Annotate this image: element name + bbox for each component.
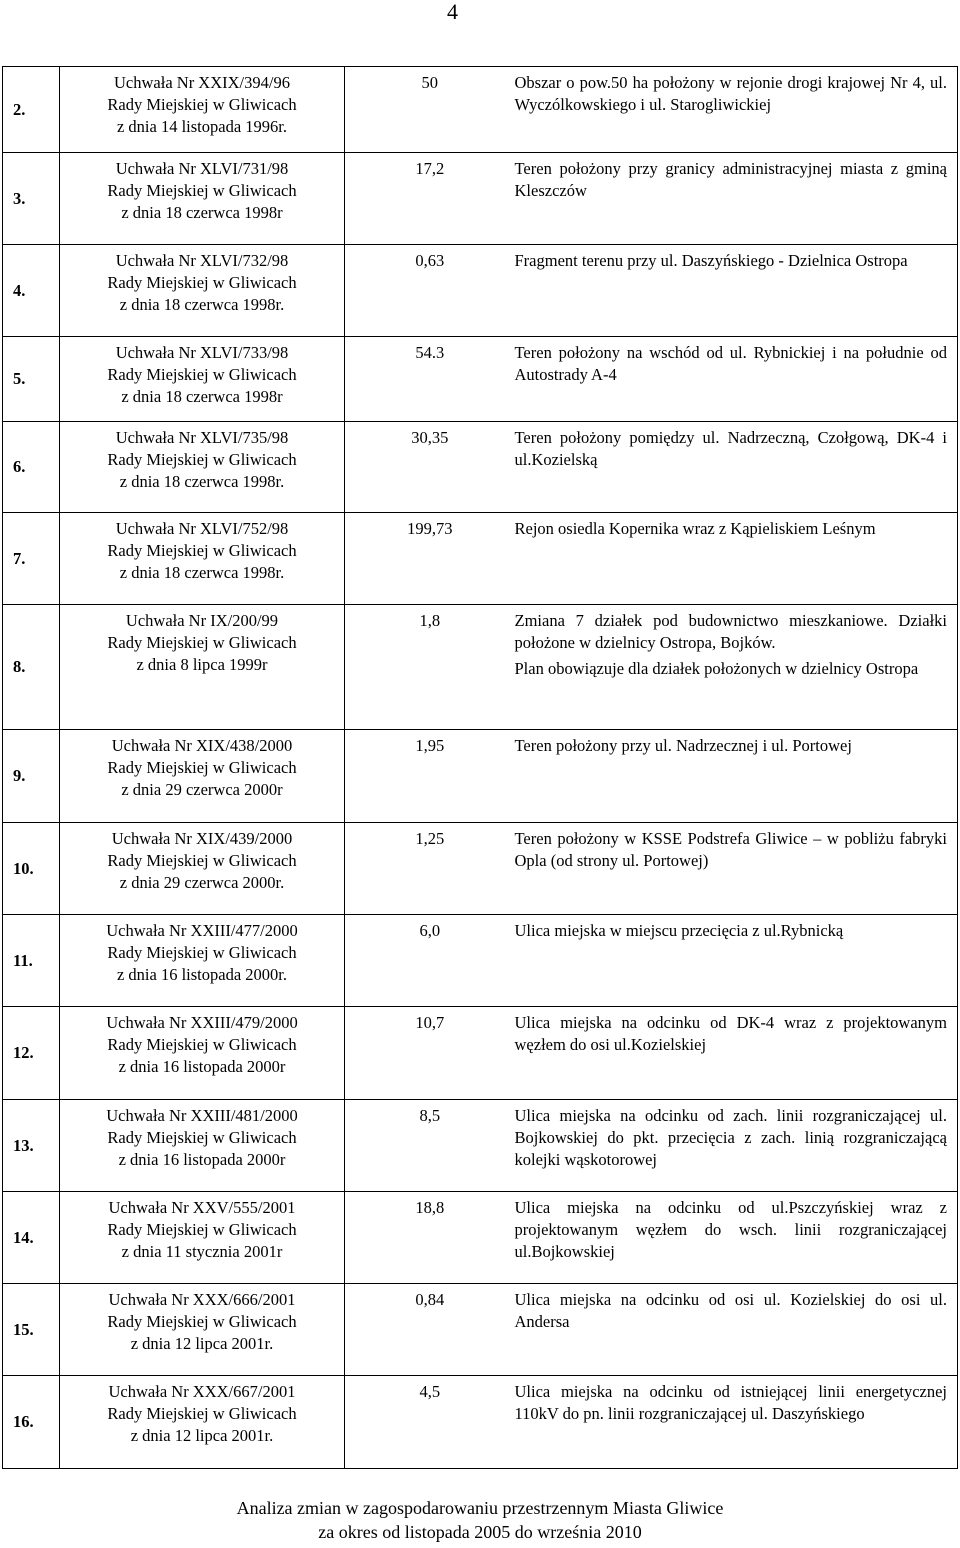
row-number: 6. [3, 422, 60, 513]
row-number: 2. [3, 67, 60, 153]
resolution-line: z dnia 18 czerwca 1998r. [119, 563, 285, 582]
area-cell: 199,73 [345, 513, 515, 605]
resolution-line: z dnia 29 czerwca 2000r [121, 780, 283, 799]
resolution-line: z dnia 14 listopada 1996r. [116, 117, 287, 136]
resolution-cell [60, 915, 345, 1007]
area-cell: 1,95 [345, 730, 515, 823]
table-row [3, 67, 958, 153]
table-row [3, 730, 958, 823]
description-cell [515, 67, 958, 153]
resolution-cell [60, 1284, 345, 1376]
row-number: 12. [3, 1007, 60, 1100]
resolution-line: Uchwała Nr IX/200/99 [125, 611, 279, 630]
resolution-line: Rady Miejskiej w Gliwicach [107, 943, 297, 962]
description-cell [515, 422, 958, 513]
resolution-line: Rady Miejskiej w Gliwicach [107, 1220, 297, 1239]
area-cell: 6,0 [345, 915, 515, 1007]
table-row [3, 1192, 958, 1284]
area-cell: 0,84 [345, 1284, 515, 1376]
resolution-cell [60, 513, 345, 605]
row-number: 8. [3, 605, 60, 730]
table-row [3, 915, 958, 1007]
row-number: 13. [3, 1100, 60, 1192]
area-cell: 1,25 [345, 823, 515, 915]
row-number: 16. [3, 1376, 60, 1469]
resolution-line: Uchwała Nr XLVI/731/98 [115, 159, 289, 178]
description-text: Rejon osiedla Kopernika wraz z Kąpieliskiem Leśnym [514, 519, 876, 538]
area-cell: 17,2 [345, 153, 515, 245]
resolution-line: z dnia 29 czerwca 2000r. [119, 873, 285, 892]
resolution-cell [60, 1007, 345, 1100]
resolution-line: Uchwała Nr XXIII/477/2000 [106, 921, 298, 940]
resolution-line: Uchwała Nr XIX/439/2000 [111, 829, 293, 848]
description-text-2: Plan obowiązuje dla działek położonych w dzielnicy Ostropa [514, 659, 919, 678]
resolution-line: z dnia 12 lipca 2001r. [130, 1334, 274, 1353]
table-row [3, 1100, 958, 1192]
resolution-cell [60, 422, 345, 513]
description-text: Obszar o pow.50 ha położony w rejonie drogi krajowej Nr 4, ul. Wyczólkowskiego i ul. Starogliwickiej [514, 73, 947, 114]
resolution-cell [60, 605, 345, 730]
table-row [3, 513, 958, 605]
description-cell [515, 915, 958, 1007]
table-row [3, 1284, 958, 1376]
area-cell: 18,8 [345, 1192, 515, 1284]
resolutions-table [2, 66, 958, 1469]
resolution-line: Rady Miejskiej w Gliwicach [107, 450, 297, 469]
row-number: 3. [3, 153, 60, 245]
resolution-line: Uchwała Nr XIX/438/2000 [111, 736, 293, 755]
resolution-line: Rady Miejskiej w Gliwicach [107, 95, 297, 114]
resolution-line: Uchwała Nr XXV/555/2001 [108, 1198, 296, 1217]
resolution-line: z dnia 11 stycznia 2001r [121, 1242, 283, 1261]
resolution-line: Rady Miejskiej w Gliwicach [107, 1404, 297, 1423]
resolution-line: z dnia 16 listopada 2000r [118, 1057, 286, 1076]
description-text: Ulica miejska na odcinku od zach. linii rozgraniczającej ul. Bojkowskiej do pkt. przecięcia z zach. linią rozgraniczającą kolejki wąskotorowej [514, 1106, 947, 1169]
description-text: Teren położony przy ul. Nadrzecznej i ul. Portowej [514, 736, 852, 755]
description-cell [515, 337, 958, 422]
row-number: 10. [3, 823, 60, 915]
resolution-cell [60, 730, 345, 823]
resolution-line: Rady Miejskiej w Gliwicach [107, 181, 297, 200]
row-number: 5. [3, 337, 60, 422]
description-cell [515, 1284, 958, 1376]
description-cell [515, 605, 958, 730]
resolution-line: Rady Miejskiej w Gliwicach [107, 1128, 297, 1147]
table-row [3, 422, 958, 513]
description-cell [515, 730, 958, 823]
table-row [3, 1007, 958, 1100]
table-row [3, 1376, 958, 1469]
resolution-line: Uchwała Nr XXX/666/2001 [108, 1290, 296, 1309]
resolution-cell [60, 1100, 345, 1192]
row-number: 14. [3, 1192, 60, 1284]
resolution-line: Uchwała Nr XXIII/479/2000 [106, 1013, 298, 1032]
resolution-line: z dnia 18 czerwca 1998r. [119, 472, 285, 491]
resolution-line: Uchwała Nr XXX/667/2001 [108, 1382, 296, 1401]
resolution-line: Rady Miejskiej w Gliwicach [107, 541, 297, 560]
resolution-cell [60, 823, 345, 915]
table-row [3, 337, 958, 422]
table-row [3, 153, 958, 245]
table-body [3, 67, 958, 1469]
description-text: Ulica miejska na odcinku od ul.Pszczyńskiej wraz z projektowanym węzłem do wsch. linii rozgraniczającej ul.Bojkowskiej [514, 1198, 947, 1261]
area-cell: 10,7 [345, 1007, 515, 1100]
description-text: Zmiana 7 działek pod budownictwo mieszkaniowe. Działki położone w dzielnicy Ostropa, Bojków. [514, 611, 947, 652]
resolution-line: Rady Miejskiej w Gliwicach [107, 633, 297, 652]
description-cell [515, 1007, 958, 1100]
description-cell [515, 1376, 958, 1469]
resolution-line: Rady Miejskiej w Gliwicach [107, 1035, 297, 1054]
resolution-line: z dnia 18 czerwca 1998r. [119, 295, 285, 314]
description-cell [515, 823, 958, 915]
description-text: Teren położony pomiędzy ul. Nadrzeczną, Czołgową, DK-4 i ul.Kozielską [514, 428, 947, 469]
resolution-line: Rady Miejskiej w Gliwicach [107, 851, 297, 870]
resolution-line: Uchwała Nr XLVI/733/98 [115, 343, 289, 362]
resolution-cell [60, 337, 345, 422]
table-row [3, 605, 958, 730]
resolution-line: Uchwała Nr XLVI/735/98 [115, 428, 289, 447]
area-cell: 50 [345, 67, 515, 153]
page-footer [0, 1496, 960, 1544]
description-cell [515, 153, 958, 245]
footer-line-2: za okres od listopada 2005 do września 2010 [318, 1522, 642, 1542]
area-cell: 0,63 [345, 245, 515, 337]
resolution-line: Rady Miejskiej w Gliwicach [107, 758, 297, 777]
description-text: Ulica miejska na odcinku od osi ul. Kozielskiej do osi ul. Andersa [514, 1290, 947, 1331]
row-number: 11. [3, 915, 60, 1007]
row-number: 15. [3, 1284, 60, 1376]
resolution-line: Rady Miejskiej w Gliwicach [107, 365, 297, 384]
area-cell: 4,5 [345, 1376, 515, 1469]
resolution-line: z dnia 16 listopada 2000r [118, 1150, 286, 1169]
resolution-line: z dnia 16 listopada 2000r. [116, 965, 287, 984]
description-text: Teren położony na wschód od ul. Rybnickiej i na południe od Autostrady A-4 [514, 343, 947, 384]
description-text: Teren położony przy granicy administracyjnej miasta z gminą Kleszczów [514, 159, 947, 200]
table-row [3, 245, 958, 337]
resolution-cell [60, 245, 345, 337]
resolution-cell [60, 1192, 345, 1284]
resolution-line: z dnia 8 lipca 1999r [136, 655, 268, 674]
area-cell: 1,8 [345, 605, 515, 730]
resolution-cell [60, 153, 345, 245]
resolution-cell [60, 67, 345, 153]
description-cell [515, 1100, 958, 1192]
footer-line-1: Analiza zmian w zagospodarowaniu przestrzennym Miasta Gliwice [236, 1498, 724, 1518]
resolution-line: Uchwała Nr XLVI/732/98 [115, 251, 289, 270]
description-text: Ulica miejska na odcinku od DK-4 wraz z projektowanym węzłem do osi ul.Kozielskiej [514, 1013, 947, 1054]
row-number: 9. [3, 730, 60, 823]
description-text: Teren położony w KSSE Podstrefa Gliwice – w pobliżu fabryki Opla (od strony ul. Portowej) [514, 829, 947, 870]
description-cell [515, 513, 958, 605]
description-text: Fragment terenu przy ul. Daszyńskiego - Dzielnica Ostropa [514, 251, 908, 270]
resolution-line: Uchwała Nr XLVI/752/98 [115, 519, 289, 538]
description-text: Ulica miejska na odcinku od istniejącej linii energetycznej 110kV do pn. linii rozgraniczającej ul. Daszyńskiego [514, 1382, 947, 1423]
resolution-line: z dnia 18 czerwca 1998r [121, 203, 283, 222]
row-number: 4. [3, 245, 60, 337]
resolution-line: Uchwała Nr XXIX/394/96 [114, 73, 290, 92]
description-text: Ulica miejska w miejscu przecięcia z ul.Rybnicką [514, 921, 844, 940]
description-cell [515, 245, 958, 337]
resolution-line: z dnia 12 lipca 2001r. [130, 1426, 274, 1445]
area-cell: 30,35 [345, 422, 515, 513]
area-cell: 8,5 [345, 1100, 515, 1192]
resolution-cell [60, 1376, 345, 1469]
description-cell [515, 1192, 958, 1284]
row-number: 7. [3, 513, 60, 605]
resolution-line: Rady Miejskiej w Gliwicach [107, 273, 297, 292]
area-cell: 54.3 [345, 337, 515, 422]
resolution-line: Uchwała Nr XXIII/481/2000 [106, 1106, 298, 1125]
resolution-line: z dnia 18 czerwca 1998r [121, 387, 283, 406]
table-row [3, 823, 958, 915]
page-number: 4 [447, 0, 458, 24]
resolution-line: Rady Miejskiej w Gliwicach [107, 1312, 297, 1331]
